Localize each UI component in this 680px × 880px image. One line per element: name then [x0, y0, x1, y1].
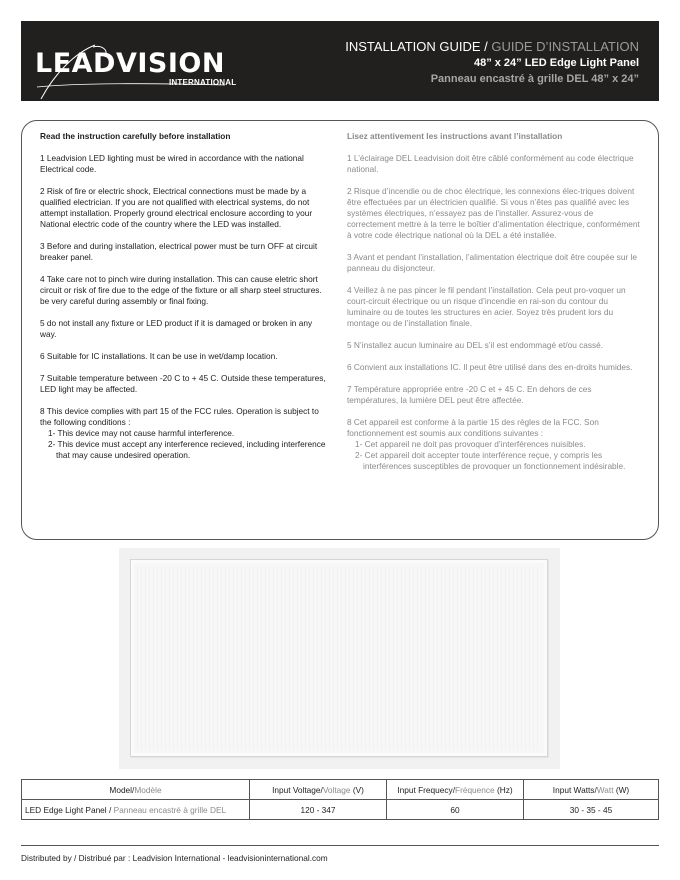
instruction-subitem: 1- Cet appareil ne doit pas provoquer d’interférences nuisibles.	[355, 439, 586, 449]
product-name-en: 48” x 24” LED Edge Light Panel	[473, 57, 639, 69]
logo-subtext: INTERNATIONAL	[169, 78, 237, 87]
product-image	[119, 548, 560, 769]
header-model: Model/Modèle	[22, 780, 250, 800]
instruction-item: 4 Veillez à ne pas pincer le fil pendant l’installation. Cela peut pro-voquer un court-circuit électrique ou un risque d’incendie en rai-son du contour du luminaire ou de toutes les structures en acier. Soyez très prudent lors du montage ou de l’installation finale.	[347, 285, 626, 328]
table-row	[22, 800, 659, 820]
instruction-item: 3 Avant et pendant l’installation, l’alimentation électrique doit être coupée sur le panneau du disjoncteur.	[347, 252, 637, 273]
header-voltage: Input Voltage/Voltage (V)	[250, 780, 387, 800]
instruction-item: 1 L’éclairage DEL Leadvision doit être câblé conformément au code électrique national.	[347, 153, 634, 174]
instruction-subitem: 2- Cet appareil doit accepter toute interférence reçue, y compris les interférences susceptibles de provoquer un fonctionnement indésirable.	[355, 450, 626, 471]
instruction-item: 3 Before and during installation, electrical power must be turn OFF at circuit breaker panel.	[40, 241, 318, 262]
cell-voltage: 120 - 347	[250, 800, 387, 820]
led-panel-illustration	[130, 559, 548, 757]
instructions-heading-fr: Lisez attentivement les instructions avant l’installation	[347, 131, 563, 141]
logo-text: LEADVISION	[35, 48, 225, 79]
instructions-fr	[347, 131, 642, 472]
instruction-item: 5 N’installez aucun luminaire au DEL s’il est endommagé et/ou cassé.	[347, 340, 604, 350]
title-fr: GUIDE D’INSTALLATION	[491, 39, 639, 54]
footer-distributor: Distributed by / Distribué par : Leadvision International - leadvisioninternational.com	[21, 853, 328, 863]
instruction-item: 6 Suitable for IC installations. It can be use in wet/damp location.	[40, 351, 278, 361]
instruction-item: 2 Risque d’incendie ou de choc électrique, les connexions élec-triques doivent être effectuées par un électricien qualifié. Si vous n’êtes pas qualifié avec les systèmes électriques, n’essayez pas de l’installer. Assurez-vous de correctement mettre à la terre le boîtier d’alimentation électrique, conformément à votre code électrique national où la DEL a été installée.	[347, 186, 640, 240]
instruction-item: 8 This device complies with part 15 of the FCC rules. Operation is subject to the following conditions :	[40, 406, 319, 427]
cell-watts: 30 - 35 - 45	[524, 800, 659, 820]
instructions-box	[21, 120, 659, 540]
header-banner	[21, 21, 659, 101]
instruction-item: 7 Suitable temperature between -20 C to + 45 C. Outside these temperatures, LED light may be affected.	[40, 373, 326, 394]
instruction-item: 7 Température appropriée entre -20 C et + 45 C. En dehors de ces températures, la lumière DEL peut être affectée.	[347, 384, 592, 405]
instruction-item: 4 Take care not to pinch wire during installation. This can cause eletric short circuit or risk of fire due to the edge of the fixture or all sharp steel structures. be very careful during assembly or final fixing.	[40, 274, 322, 306]
instruction-subitem: 2- This device must accept any interference recieved, including interference that may cause undesired operation.	[48, 439, 326, 460]
product-name-fr: Panneau encastré à grille DEL 48” x 24”	[430, 73, 639, 85]
header-watts: Input Watts/Watt (W)	[524, 780, 659, 800]
instructions-heading-en: Read the instruction carefully before installation	[40, 131, 231, 141]
instructions-en	[40, 131, 330, 461]
page-title	[345, 39, 639, 54]
instruction-item: 5 do not install any fixture or LED product if it is damaged or broken in any way.	[40, 318, 313, 339]
cell-frequency: 60	[387, 800, 524, 820]
title-separator: /	[480, 39, 492, 54]
cell-model: LED Edge Light Panel / Panneau encastré à grille DEL	[22, 800, 250, 820]
instruction-item: 2 Risk of fire or electric shock, Electrical connections must be made by a qualified electrician. If you are not qualified with electrical systems, do not attempt installation. Properly ground electrical enclosure according to your National electric code of the country where the LED was installed.	[40, 186, 313, 229]
instruction-item: 6 Convient aux installations IC. Il peut être utilisé dans des en-droits humides.	[347, 362, 633, 372]
instruction-item: 1 Leadvision LED lighting must be wired in accordance with the national Electrical code.	[40, 153, 304, 174]
header-frequency: Input Frequecy/Fréquence (Hz)	[387, 780, 524, 800]
title-en: INSTALLATION GUIDE	[345, 39, 481, 54]
instruction-item: 8 Cet appareil est conforme à la partie 15 des règles de la FCC. Son fonctionnement est soumis aux conditions suivantes :	[347, 417, 599, 438]
table-header-row	[22, 780, 659, 800]
footer-divider	[21, 845, 659, 846]
spec-table	[21, 779, 659, 820]
instruction-subitem: 1- This device may not cause harmful interference.	[48, 428, 235, 438]
panel-texture	[137, 566, 541, 750]
leadvision-logo	[35, 43, 255, 103]
